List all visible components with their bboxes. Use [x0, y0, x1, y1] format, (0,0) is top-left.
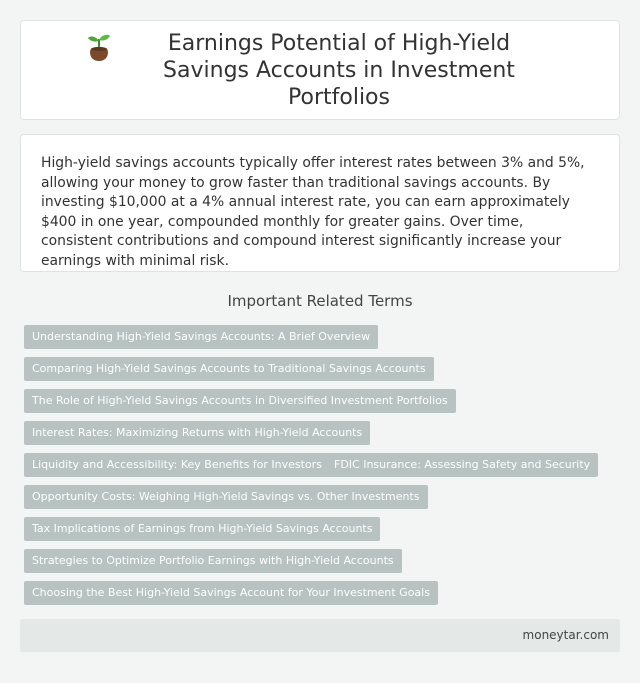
related-terms-heading: Important Related Terms	[227, 292, 413, 310]
related-term-tag[interactable]: Understanding High-Yield Savings Accounts: A Brief Overview	[24, 325, 378, 349]
sprout-icon	[86, 32, 112, 62]
title-wrap	[86, 30, 554, 111]
summary-text: High-yield savings accounts typically offer interest rates between 3% and 5%, allowing your money to grow faster than traditional savings accounts. By investing $10,000 at a 4% annual interest rate, you can earn approximately $400 in one year, compounded monthly for greater gains. Over time, consistent contributions and compound interest significantly increase your earnings with minimal risk.	[41, 155, 585, 269]
related-term-tag[interactable]: FDIC Insurance: Assessing Safety and Security	[326, 453, 598, 477]
related-term-tag[interactable]: Choosing the Best High-Yield Savings Account for Your Investment Goals	[24, 581, 438, 605]
related-term-tag[interactable]: The Role of High-Yield Savings Accounts in Diversified Investment Portfolios	[24, 389, 456, 413]
related-term-tag[interactable]: Strategies to Optimize Portfolio Earnings with High-Yield Accounts	[24, 549, 402, 573]
footer-site-link[interactable]: moneytar.com	[522, 628, 609, 642]
title-card	[20, 20, 620, 120]
related-term-tag[interactable]: Interest Rates: Maximizing Returns with High-Yield Accounts	[24, 421, 370, 445]
summary-card	[20, 134, 620, 272]
related-term-tag[interactable]: Opportunity Costs: Weighing High-Yield Savings vs. Other Investments	[24, 485, 428, 509]
related-term-tag[interactable]: Liquidity and Accessibility: Key Benefits for Investors	[24, 453, 330, 477]
page-title: Earnings Potential of High-Yield Savings Accounts in Investment Portfolios	[163, 30, 515, 110]
related-term-tag[interactable]: Tax Implications of Earnings from High-Yield Savings Accounts	[24, 517, 380, 541]
footer	[20, 619, 620, 652]
related-term-tag[interactable]: Comparing High-Yield Savings Accounts to Traditional Savings Accounts	[24, 357, 434, 381]
